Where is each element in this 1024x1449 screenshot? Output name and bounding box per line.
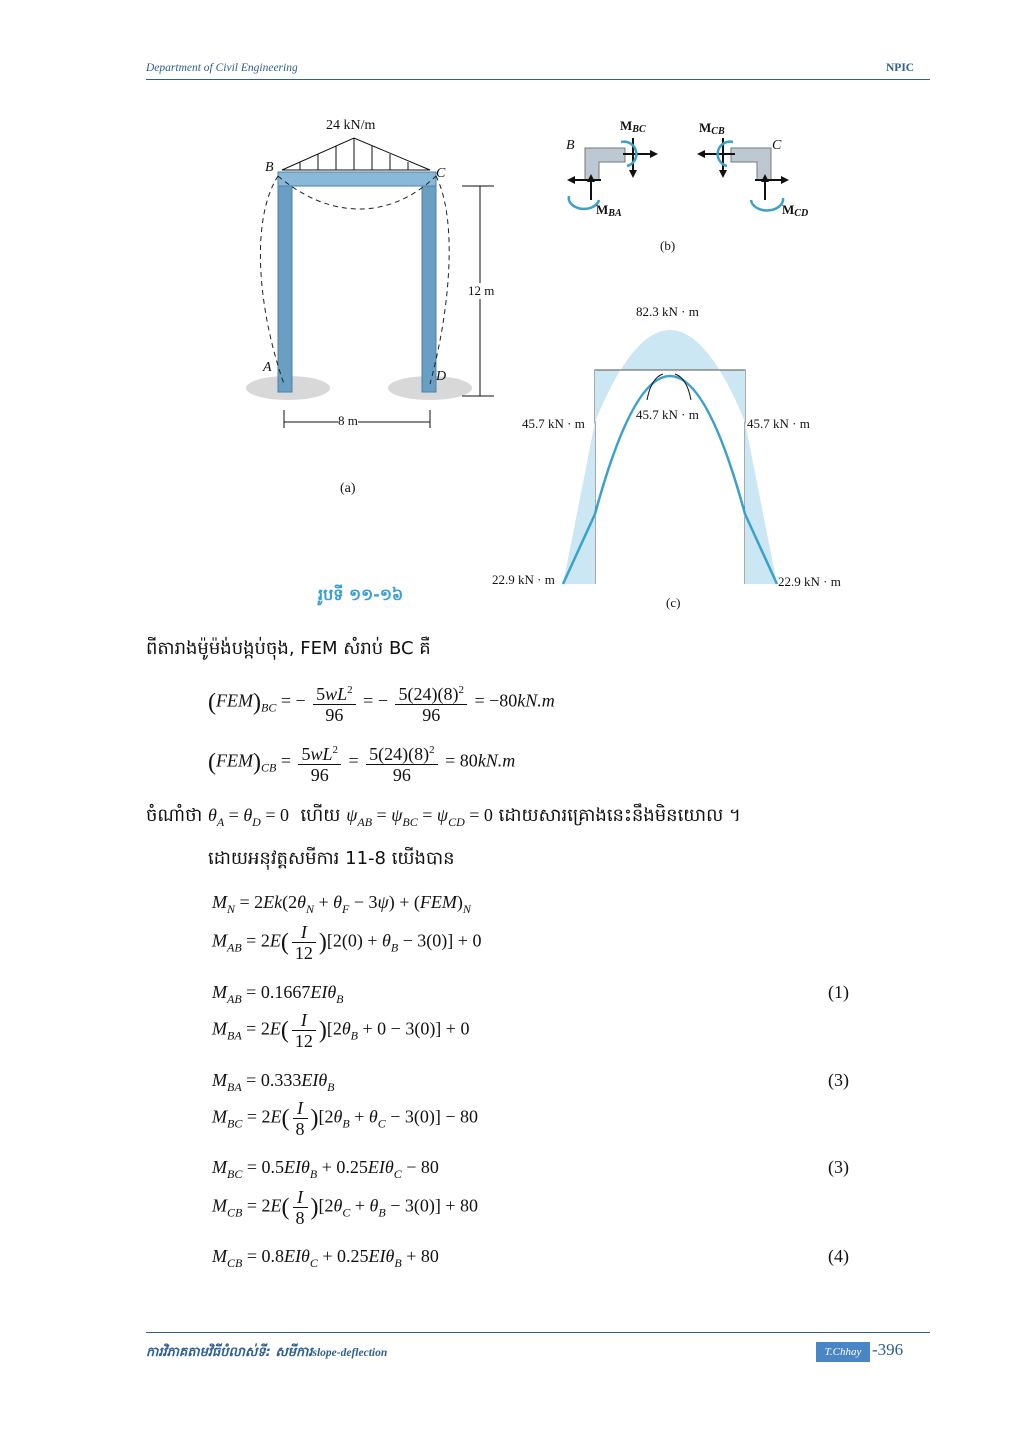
- column-cd: [422, 172, 436, 392]
- joint-label-c: C: [436, 166, 446, 181]
- equation-mab-expanded: $M_{AB} = 2E$( $\frac{I}{12}$ )$[2(0) + \theta_B - 3(0)] + 0$: [212, 922, 482, 963]
- moment-right-label: 45.7 kN · m: [747, 416, 810, 431]
- equation-number: (3): [828, 1070, 849, 1090]
- moment-mba: $M_{BA}$: [596, 202, 622, 219]
- text-line-apply: ដោយអនុវត្តសមីការ 11-8 យើងបាន: [208, 848, 455, 869]
- equation-mab: $M_{AB} = 0.1667EI\theta_B$: [212, 982, 344, 1006]
- equation-mbc: $M_{BC} = 0.5EI\theta_B + 0.25EI\theta_C - 80$: [212, 1157, 439, 1181]
- joint-b-label: B: [566, 138, 575, 153]
- footer-title: ការវិភាគតាមវិធីបំលាស់ទី: សមីការslope-deflection: [146, 1345, 388, 1360]
- beam-bc: [278, 172, 436, 186]
- support-label-d: D: [436, 369, 447, 384]
- column-ab: [278, 172, 292, 392]
- header-rule: [146, 79, 930, 80]
- equation-mba: $M_{BA} = 0.333EI\theta_B$: [212, 1070, 335, 1094]
- load-label: 24 kN/m: [326, 118, 376, 133]
- joint-label-b: B: [265, 160, 274, 175]
- equation-fem-bc: $(FEM)_{BC}$ = − $\frac{5wL^2}{96}$ = − $\frac{5(24)(8)^2}{96}$ = −80kN.m: [208, 680, 555, 725]
- moment-base-right-label: 22.9 kN · m: [778, 574, 841, 589]
- figure-b-caption: (b): [660, 238, 676, 253]
- text-line-conditions: ចំណាំថា $\theta_A = \theta_D = 0$ ហើយ $\psi_{AB} = \psi_{BC} = \psi_{CD} = 0$ ដោយសារគ្រោងនេះនឹងមិនយោល ។: [146, 805, 741, 829]
- equation-number: (4): [828, 1246, 849, 1266]
- figure-c-caption: (c): [666, 595, 681, 610]
- equation-number: (3): [828, 1157, 849, 1177]
- figure-c-moment-diagram: [555, 318, 790, 588]
- joint-c-label: C: [772, 138, 782, 153]
- height-dimension: 12 m: [468, 283, 495, 298]
- figure-caption: រូបទី ១១-១៦: [318, 585, 404, 604]
- span-dimension: 8 m: [338, 413, 358, 428]
- equation-fem-cb: $(FEM)_{CB}$ = $\frac{5wL^2}{96}$ = $\frac{5(24)(8)^2}{96}$ = 80kN.m: [208, 740, 515, 785]
- moment-peak-label: 82.3 kN · m: [636, 304, 699, 319]
- moment-mcd: $M_{CD}$: [782, 202, 809, 219]
- support-label-a: A: [263, 360, 272, 375]
- footer-author-badge: T.Chhay: [816, 1342, 870, 1362]
- moment-left-label: 45.7 kN · m: [522, 416, 585, 431]
- text-line-fem: ពីតារាងម៉ូម៉ង់បង្កប់ចុង, FEM សំរាប់ BC គឺ: [146, 638, 431, 659]
- equation-mcb-expanded: $M_{CB} = 2E$( $\frac{I}{8}$ )$[2\theta_C + \theta_B - 3(0)] + 80$: [212, 1187, 478, 1228]
- equation-general: $M_N = 2Ek(2\theta_N + \theta_F - 3\psi) + (FEM)_N$: [212, 892, 471, 916]
- footer-rule: [146, 1332, 930, 1333]
- header-institution: NPIC: [886, 62, 915, 74]
- figure-a-caption: (a): [340, 481, 356, 496]
- equation-number: (1): [828, 982, 849, 1002]
- equation-mba-expanded: $M_{BA} = 2E$( $\frac{I}{12}$ )$[2\theta_B + 0 - 3(0)] + 0$: [212, 1010, 470, 1051]
- equation-mbc-expanded: $M_{BC} = 2E$( $\frac{I}{8}$ )$[2\theta_B + \theta_C - 3(0)] - 80$: [212, 1098, 478, 1139]
- moment-base-left-label: 22.9 kN · m: [492, 572, 555, 587]
- moment-mbc: $M_{BC}$: [620, 118, 646, 135]
- moment-mid-label: 45.7 kN · m: [636, 407, 699, 422]
- moment-mcb: $M_{CB}$: [699, 120, 725, 137]
- equation-mcb: $M_{CB} = 0.8EI\theta_C + 0.25EI\theta_B + 80$: [212, 1246, 439, 1270]
- page-number: -396: [872, 1340, 904, 1359]
- header-department: Department of Civil Engineering: [146, 62, 298, 74]
